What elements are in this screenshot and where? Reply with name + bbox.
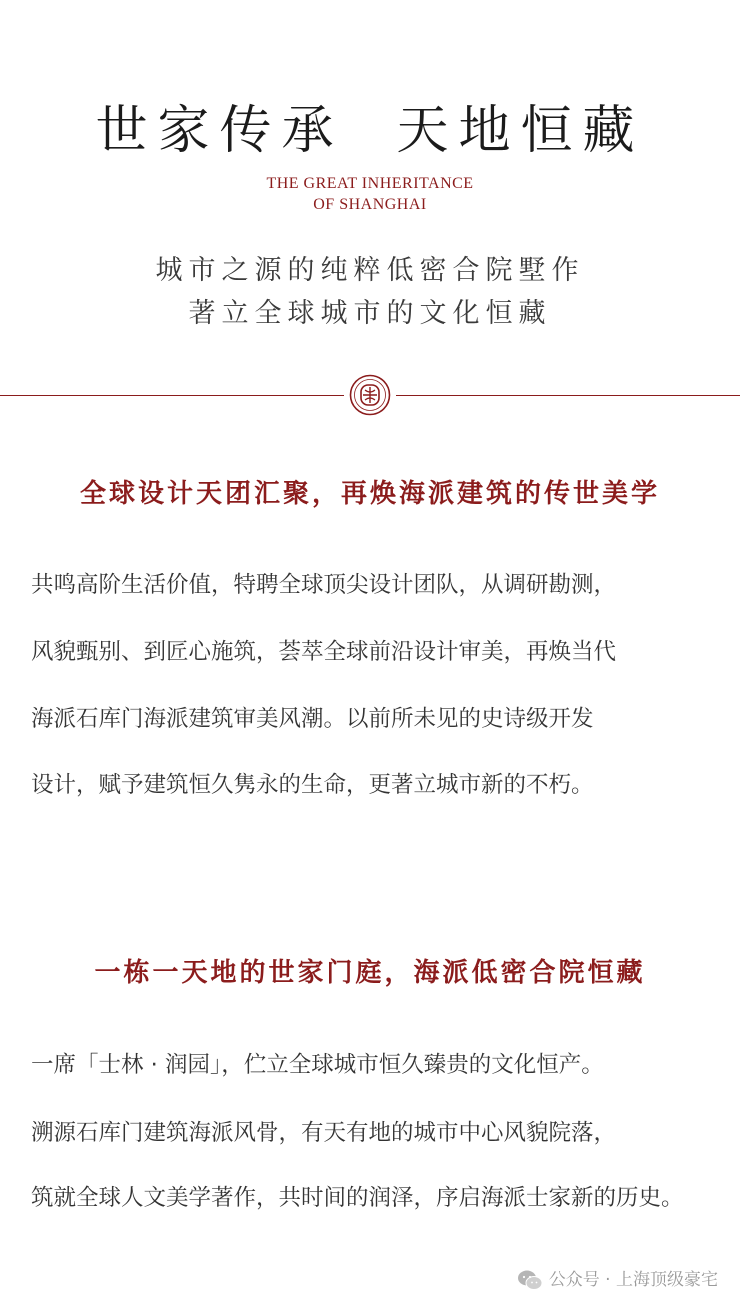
footer-source-text: 公众号 · 上海顶级豪宅 bbox=[548, 1270, 718, 1290]
paragraph-line: 风貌甄别、到匠心施筑，荟萃全球前沿设计审美，再焕当代 bbox=[31, 639, 617, 665]
page-title: 世家传承 天地恒藏 bbox=[95, 101, 645, 161]
divider-left bbox=[0, 395, 344, 396]
section-heading-courtyard: 一栋一天地的世家门庭，海派低密合院恒藏 bbox=[94, 958, 646, 988]
english-subtitle-line-2: OF SHANGHAI bbox=[313, 196, 427, 213]
footer-source bbox=[517, 1268, 718, 1292]
english-subtitle-line-1: THE GREAT INHERITANCE bbox=[266, 175, 474, 192]
divider-right bbox=[396, 395, 740, 396]
emblem-icon bbox=[349, 374, 391, 416]
paragraph-line: 筑就全球人文美学著作，共时间的润泽，序启海派士家新的历史。 bbox=[31, 1185, 684, 1211]
tagline-line-1: 城市之源的纯粹低密合院墅作 bbox=[155, 255, 585, 286]
paragraph-line: 海派石库门海派建筑审美风潮。以前所未见的史诗级开发 bbox=[31, 706, 594, 732]
wechat-icon bbox=[517, 1269, 543, 1291]
paragraph-line: 一席「士林 · 润园」，伫立全球城市恒久臻贵的文化恒产。 bbox=[31, 1052, 604, 1078]
section-heading-design: 全球设计天团汇聚，再焕海派建筑的传世美学 bbox=[79, 479, 660, 509]
paragraph-line: 共鸣高阶生活价值，特聘全球顶尖设计团队，从调研勘测， bbox=[31, 572, 617, 598]
paragraph-line: 溯源石库门建筑海派风骨，有天有地的城市中心风貌院落， bbox=[31, 1120, 617, 1146]
paragraph-line: 设计，赋予建筑恒久隽永的生命，更著立城市新的不朽。 bbox=[31, 772, 594, 798]
tagline-line-2: 著立全球城市的文化恒藏 bbox=[188, 298, 552, 329]
